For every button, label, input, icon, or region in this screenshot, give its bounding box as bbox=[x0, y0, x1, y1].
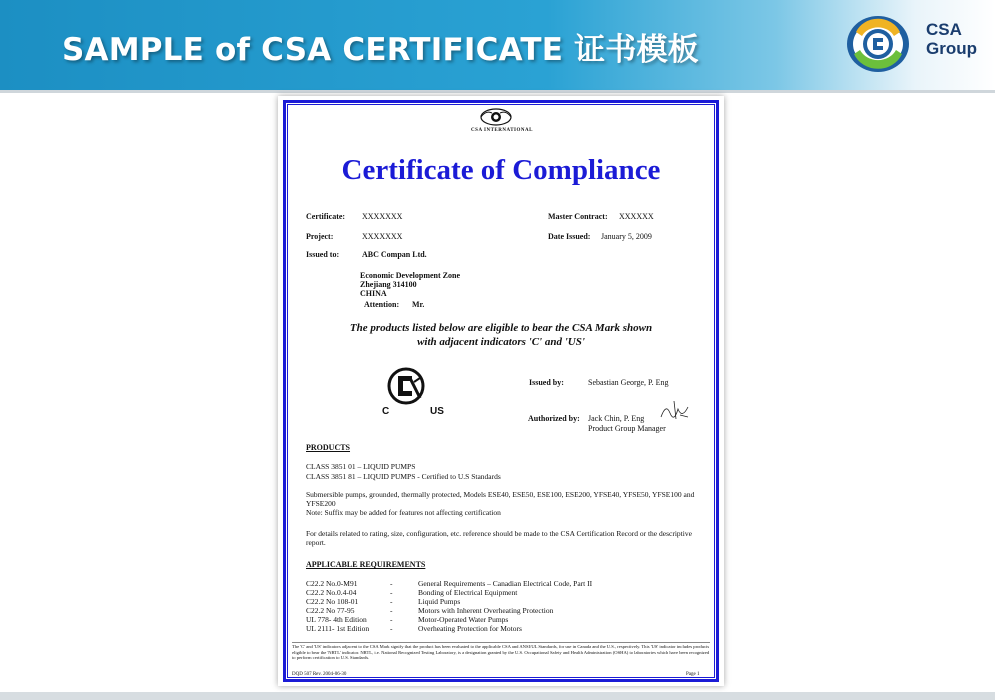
footnote-text: The 'C' and 'US' indicators adjacent to the CSA Mark signify that the product has been evaluated to the applicable CSA and ANSI/UL Standards, for use in Canada and the U.S., respectively. This 'US' indicator includes products eligible to bear the 'NRTL' indicator. NRTL, i.e. National Recognized Testing Laboratory, is a designation granted by the U.S. Occupational Safety and Health Administration (OSHA) to laboratories which have been recognized to perform certification to U.S. Standards. bbox=[292, 644, 710, 661]
product-note: Note: Suffix may be added for features not affecting certification bbox=[306, 508, 501, 517]
authorized-by-value: Jack Chin, P. Eng bbox=[588, 414, 645, 423]
class-line-1: CLASS 3851 01 – LIQUID PUMPS bbox=[306, 462, 416, 471]
requirements-heading: APPLICABLE REQUIREMENTS bbox=[306, 560, 426, 569]
csa-international-seal-icon bbox=[478, 108, 514, 126]
signature-icon bbox=[658, 399, 692, 423]
attention-value: Mr. bbox=[412, 300, 425, 309]
eligible-line-1: The products listed below are eligible to bear the CSA Mark shown bbox=[349, 322, 653, 334]
address-line-1: Economic Development Zone bbox=[360, 271, 460, 280]
footnote-divider bbox=[292, 642, 710, 643]
certificate-number-label: Certificate: bbox=[306, 212, 346, 221]
date-issued-value: January 5, 2009 bbox=[601, 232, 652, 241]
certificate-number-value: XXXXXXX bbox=[362, 212, 403, 221]
mark-us-indicator: US bbox=[430, 406, 444, 417]
csa-international-label: CSA INTERNATIONAL bbox=[471, 128, 533, 133]
project-value: XXXXXXX bbox=[362, 232, 403, 241]
issued-by-value: Sebastian George, P. Eng bbox=[588, 378, 669, 387]
mark-c-indicator: C bbox=[382, 406, 390, 417]
address-line-2: Zhejiang 314100 bbox=[360, 280, 417, 289]
master-contract-label: Master Contract: bbox=[548, 212, 608, 221]
address-line-3: CHINA bbox=[360, 289, 387, 298]
eligible-line-2: with adjacent indicators 'C' and 'US' bbox=[417, 336, 585, 348]
class-line-2: CLASS 3851 81 – LIQUID PUMPS - Certified to U.S Standards bbox=[306, 472, 501, 481]
product-description: Submersible pumps, grounded, thermally protected, Models ESE40, ESE50, ESE100, ESE200, YFSE40, YFSE50, YFSE100 and YFSE200 bbox=[306, 490, 695, 508]
certificate-page: CSA INTERNATIONAL Certificate of Compliance Certificate: XXXXXXX Master Contract: XXXXXX Project: XXXXXXX Date Issued: January 5, 2009 Issued to: ABC Compan Ltd. Economic Development Zone Zhejiang 314100 CHINA Attention: Mr. The products listed below are eligible to bear the CSA Mark shown with adjacent indicators 'C' and 'US' C US Issued by: Sebastian George, P. Eng Authorized by: Jack Chin, P. Eng Product Group Manager PRODUCTS CLASS 3851 01 – LIQUID PUMPS CLASS 3851 81 – LIQUID PUMPS - Certified to U.S Standards Submersible pumps, grounded, thermally protected, Models ESE40, ESE50, ESE100, ESE200, YFSE40, YFSE50, YFSE100 and YFSE200 Note: Suffix may be added for features not affecting certification For details related to rating, size, configuration, etc. reference should be made to the CSA Certification Record or the descriptive report. APPLICABLE REQUIREMENTS C22.2 No.0-M91 - General Requirements – Canadian Electrical Code, Part II C22.2 No.0.4-04 - Bonding of Electrical Equipment C22.2 No 108-01 - Liquid Pumps C22.2 No 77-95 - Motors with Inherent Overheating Protection UL 778- 4th Edition - Motor-Operated Water Pumps UL 2111- 1st Edition - Overheating Protection for Motors The 'C' and 'US' indicators adjacent to the CSA Mark signify that the product has been evaluated to the applicable CSA and ANSI/UL Standards, for use in Canada and the U.S., respectively. This 'US' indicator includes products eligible to bear the 'NRTL' indicator. NRTL, i.e. National Recognized Testing Laboratory, is a designation granted by the U.S. Occupational Safety and Health Administration (OSHA) to laboratories which have been recognized to perform certification to U.S. Standards. DQD 507 Rev. 2004-06-30 Page 1 bbox=[278, 96, 724, 686]
slide-title: SAMPLE of CSA CERTIFICATE 证书模板 bbox=[62, 32, 699, 68]
header-divider bbox=[0, 90, 995, 93]
csa-group-logo-text: CSA Group bbox=[926, 20, 977, 58]
issued-by-label: Issued by: bbox=[529, 378, 564, 387]
date-issued-label: Date Issued: bbox=[548, 232, 591, 241]
slide-footer-bar bbox=[0, 692, 995, 700]
project-label: Project: bbox=[306, 232, 334, 241]
certificate-title: Certificate of Compliance bbox=[341, 154, 661, 186]
master-contract-value: XXXXXX bbox=[619, 212, 654, 221]
details-text: For details related to rating, size, configuration, etc. reference should be made to the CSA Certification Record or the descriptive report. bbox=[306, 529, 692, 547]
issued-to-value: ABC Compan Ltd. bbox=[362, 250, 427, 259]
form-id: DQD 507 Rev. 2004-06-30 bbox=[292, 672, 347, 677]
attention-label: Attention: bbox=[364, 300, 400, 309]
products-heading: PRODUCTS bbox=[306, 443, 351, 452]
issued-to-label: Issued to: bbox=[306, 250, 340, 259]
page-number: Page 1 bbox=[686, 672, 700, 677]
authorized-by-label: Authorized by: bbox=[528, 414, 580, 423]
authorized-by-title: Product Group Manager bbox=[588, 424, 666, 433]
